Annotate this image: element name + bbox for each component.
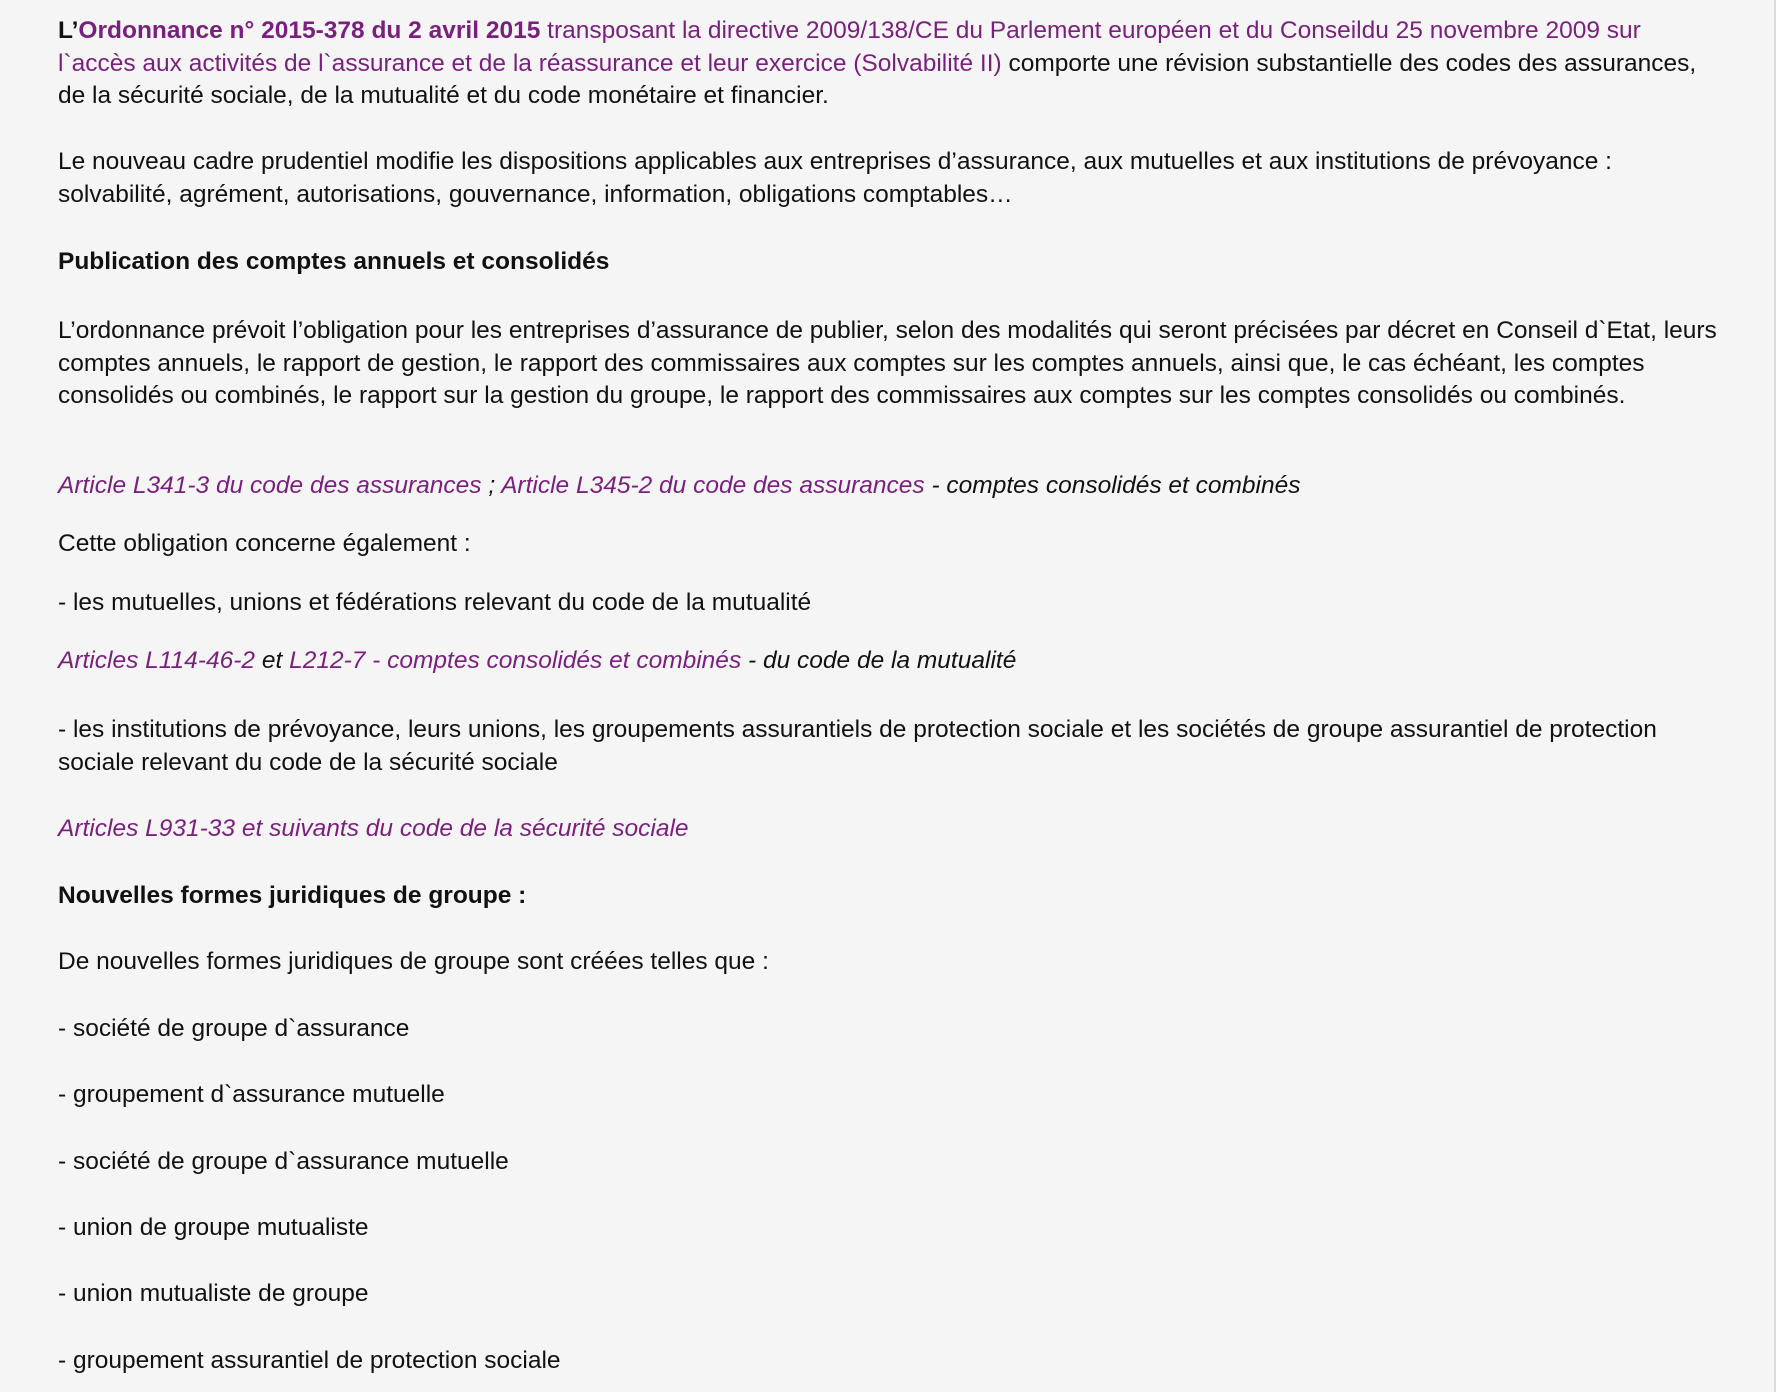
article-l212-7-link[interactable]: L212-7 - comptes consolidés et combinés	[289, 647, 742, 674]
article-l931-33-link[interactable]: Articles L931-33 et suivants du code de la sécurité sociale	[58, 815, 689, 842]
obligation-also-text: Cette obligation concerne également :	[58, 530, 471, 557]
reference-mid: et	[255, 647, 290, 674]
list-item: - groupement d`assurance mutuelle	[58, 1081, 445, 1108]
section-heading-formes: Nouvelles formes juridiques de groupe :	[58, 882, 527, 909]
list-item-institutions: - les institutions de prévoyance, leurs unions, les groupements assurantiels de protection sociale et les sociétés de groupe assurantiel de protection sociale relevant du code de la sécurité sociale	[58, 716, 1657, 776]
list-item: - groupement assurantiel de protection sociale	[58, 1347, 561, 1374]
directive-link[interactable]: transposant la directive 2009/138/CE du Parlement européen et du Conseildu 25 novembre 2009 sur l`accès aux activités de l`assurance et de la réassurance et leur exercice (Solvabilité II)	[58, 17, 1641, 77]
ordonnance-link[interactable]: Ordonnance n° 2015-378 du 2 avril 2015	[78, 17, 541, 44]
publication-paragraph: L’ordonnance prévoit l’obligation pour les entreprises d’assurance de publier, selon des modalités qui seront précisées par décret en Conseil d`Etat, leurs comptes annuels, le rapport de gestion, le rapport des commissaires aux comptes sur les comptes annuels, ainsi que, le cas échéant, les comptes consolidés ou combinés, le rapport sur la gestion du groupe, le rapport des commissaires aux comptes sur les comptes consolidés ou combinés.	[58, 317, 1717, 409]
section-heading-publication: Publication des comptes annuels et consolidés	[58, 248, 610, 275]
list-item: - société de groupe d`assurance mutuelle	[58, 1148, 509, 1175]
list-item: - union mutualiste de groupe	[58, 1280, 369, 1307]
article-l345-2-link[interactable]: Article L345-2 du code des assurances	[501, 472, 925, 499]
list-item: - société de groupe d`assurance	[58, 1015, 410, 1042]
reference-securite-sociale	[58, 813, 1718, 846]
intro-suffix: comporte une révision substantielle des codes des assurances, de la sécurité sociale, de la mutualité et du code monétaire et financier.	[58, 49, 1697, 109]
list-item-mutuelles: - les mutuelles, unions et fédérations relevant du code de la mutualité	[58, 589, 812, 616]
intro-paragraph	[58, 15, 1718, 113]
article-l114-46-2-link[interactable]: Articles L114-46-2	[58, 647, 256, 674]
cadre-paragraph: Le nouveau cadre prudentiel modifie les dispositions applicables aux entreprises d’assurance, aux mutuelles et aux institutions de prévoyance : solvabilité, agrément, autorisations, gouvernance, information, obligations comptables…	[58, 148, 1612, 208]
reference-assurances	[58, 470, 1718, 503]
reference-mutualite	[58, 645, 1718, 678]
reference-suffix: - comptes consolidés et combinés	[924, 472, 1301, 499]
reference-suffix: - du code de la mutualité	[741, 647, 1017, 674]
reference-separator: ;	[481, 472, 502, 499]
list-item: - union de groupe mutualiste	[58, 1214, 369, 1241]
intro-prefix: L’	[58, 17, 79, 44]
formes-intro: De nouvelles formes juridiques de groupe sont créées telles que :	[58, 948, 769, 975]
article-l341-3-link[interactable]: Article L341-3 du code des assurances	[58, 472, 482, 499]
